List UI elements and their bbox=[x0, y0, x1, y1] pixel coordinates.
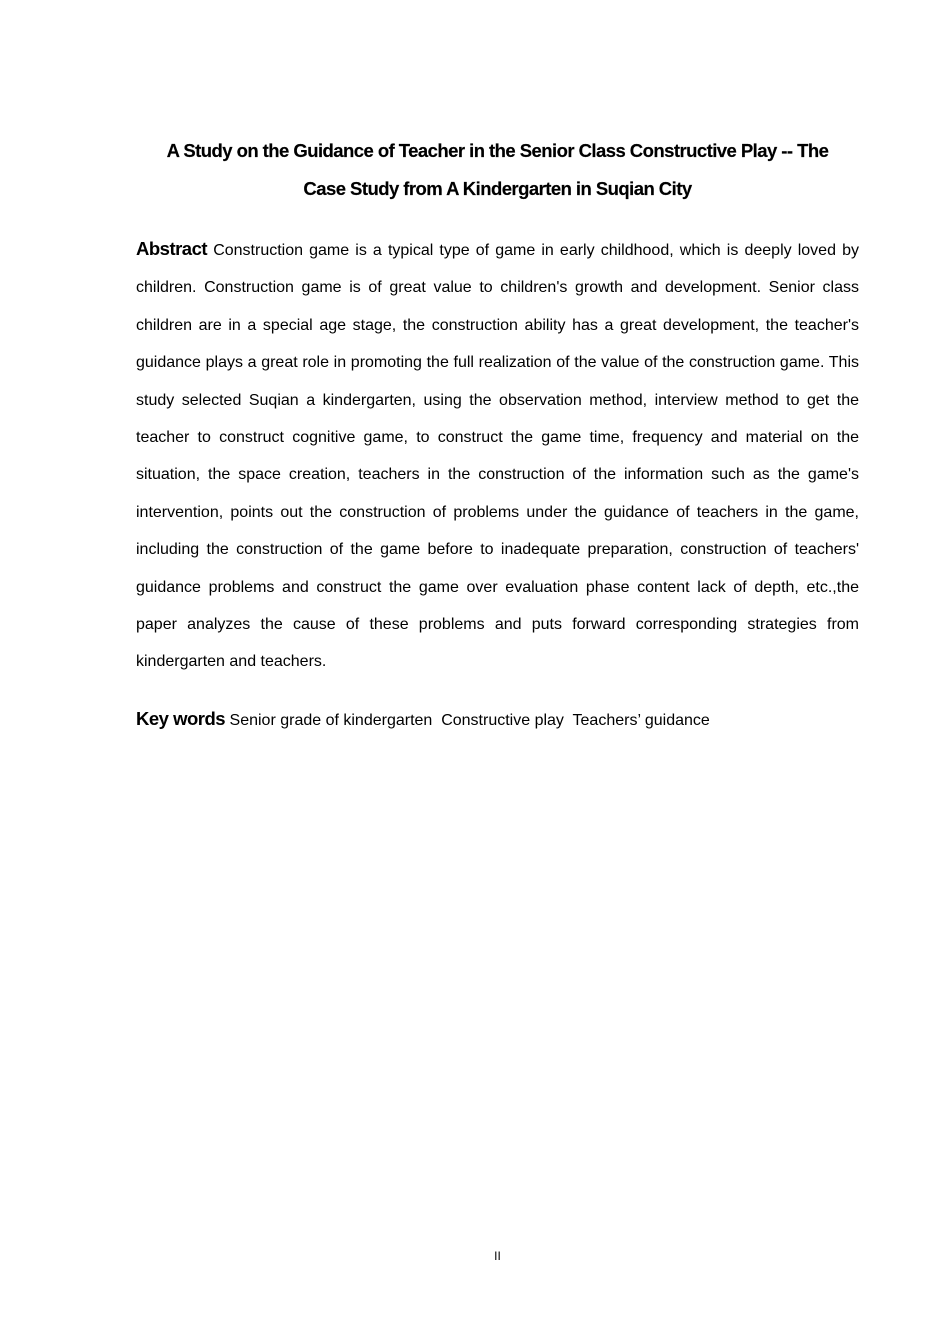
title-line-1: A Study on the Guidance of Teacher in the Senior Class Constructive Play -- The bbox=[166, 140, 829, 161]
keywords-text: Senior grade of kindergarten Constructive play Teachers’ guidance bbox=[229, 712, 710, 729]
abstract-section bbox=[136, 230, 859, 681]
abstract-text: Construction game is a typical type of game in early childhood, which is deeply loved by children. Construction game is of great value to children's growth and development. Senior class children are in a special age stage, the construction ability has a great development, the teacher's guidance plays a great role in promoting the full realization of the value of the construction game. This study selected Suqian a kindergarten, using the observation method, interview method to get the teacher to construct cognitive game, to construct the game time, frequency and material on the situation, the space creation, teachers in the construction of the information such as the game's intervention, points out the construction of problems under the guidance of teachers in the game, including the construction of the game before to inadequate preparation, construction of teachers' guidance problems and construct the game over evaluation phase content lack of depth, etc.,the paper analyzes the cause of these problems and puts forward corresponding strategies from kindergarten and teachers. bbox=[136, 242, 859, 671]
page-number: II bbox=[494, 1249, 501, 1263]
paper-title bbox=[136, 132, 859, 207]
keywords-section bbox=[136, 700, 859, 739]
title-line-2: Case Study from A Kindergarten in Suqian City bbox=[303, 177, 692, 199]
abstract-label: Abstract bbox=[136, 238, 208, 259]
keywords-label: Key words bbox=[136, 708, 226, 729]
